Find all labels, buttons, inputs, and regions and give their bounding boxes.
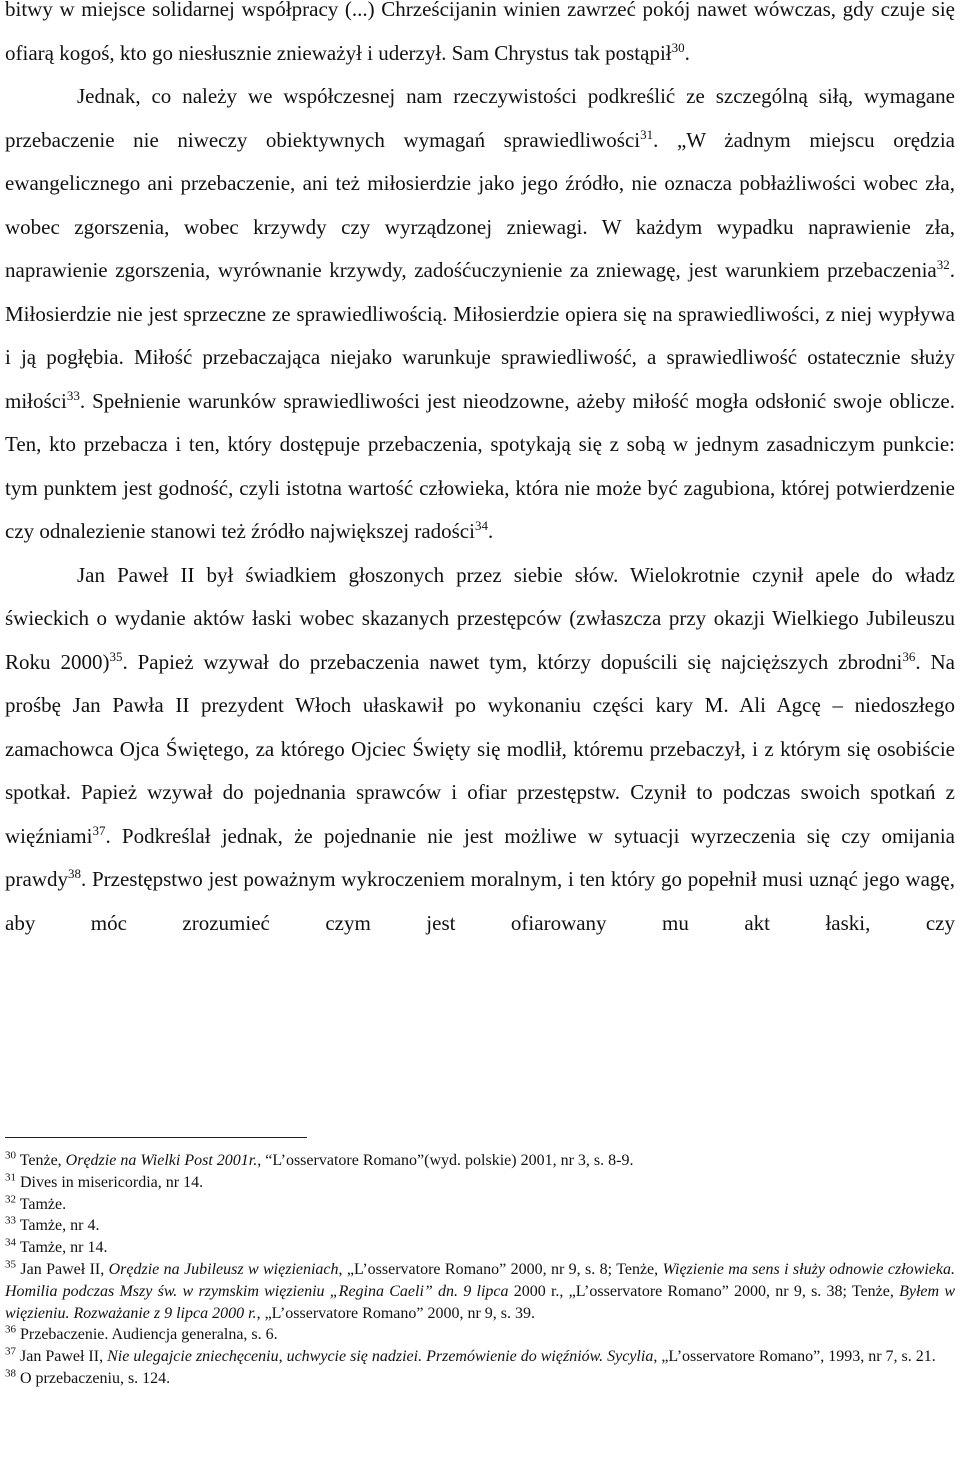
footnote-ref-30: 30 [671,39,685,55]
footnote-text: Tenże, [16,1152,66,1169]
footnote-number: 36 [5,1324,16,1337]
footnote-34 [5,1237,955,1259]
footnote-38 [5,1368,955,1390]
footnote-ref-38: 38 [67,866,81,881]
footnote-ref-37: 37 [92,822,106,838]
text-run: . Przestępstwo jest poważnym wykroczeniem moralnym, i ten który go popełnił musi uznąć jego wagę, aby móc zrozumieć czym jest ofiarowany mu akt łaski, czy [5,867,955,935]
text-run: . Papież wzywał do przebaczenia nawet tym, którzy dopuścili się najcięższych zbrodni [122,649,903,674]
footnote-ref-36: 36 [902,648,916,664]
footnote-title: Byłem w więzieniu. Rozważanie z 9 lipca 2000 r. [5,1282,955,1322]
text-run: . „W żadnym miejscu orędzia ewangelicznego ani przebaczenie, ani też miłosierdzie jako jego źródło, nie oznacza pobłażliwości wobec zła, wobec zgorszenia, wobec krzywdy czy wyrządzonej zniewagi. W każdym wypadku naprawienie zła, naprawienie zgorszenia, wyrównanie krzywdy, zadośćuczynienie za zniewagę, jest warunkiem przebaczenia [5,127,955,282]
footnote-text: 2000 r., „L’osservatore Romano” 2000, nr 9, s. 38; Tenże, [508,1282,900,1300]
footnote-35 [5,1259,955,1324]
footnote-30 [5,1150,955,1172]
footnote-title: Orędzie na Wielki Post 2001r. [65,1152,258,1169]
footnote-33 [5,1215,955,1237]
footnotes [5,1150,955,1390]
footnote-ref-32: 32 [936,257,950,272]
footnote-number: 37 [5,1345,16,1358]
footnote-title: Orędzie na Jubileusz w więzieniach [108,1260,339,1278]
footnote-number: 38 [5,1367,16,1380]
footnote-text: Tamże. [16,1195,67,1213]
paragraph-1 [5,0,955,75]
text-run: . Podkreślał jednak, że pojednanie nie jest możliwe w sytuacji wyrzeczenia się czy omijania prawdy [5,823,955,891]
footnote-title: Więzienie ma sens i służy odnowie człowieka. Homilia podczas Mszy św. w rzymskim więzieniu „Regina Caeli” dn. 9 lipca [5,1260,955,1300]
footnote-title: Nie ulegajcie zniechęceniu, uchwycie się nadziei. Przemówienie do więźniów. Sycylia [107,1348,654,1366]
footnote-text: Jan Paweł II, [16,1260,109,1278]
footnote-number: 34 [5,1236,16,1249]
text-run: Jednak, co należy we współczesnej nam rzeczywistości podkreślić ze szczególną siłą, wymagane przebaczenie nie niweczy obiektywnych wymagań sprawiedliwości [5,84,955,152]
footnote-ref-34: 34 [474,518,488,533]
text-run: . Na prośbę Jan Pawła II prezydent Włoch ułaskawił po wykonaniu części kary M. Ali Agcę – niedoszłego zamachowca Ojca Świętego, za którego Ojciec Święty się modlił, któremu przebaczył, i z którym się osobiście spotkał. Papież wzywał do pojednania sprawców i ofiar przestępstw. Czynił to podczas swoich spotkań z więźniami [5,649,955,848]
footnote-36 [5,1324,955,1346]
footnote-separator [5,1137,307,1138]
text-run: . [684,40,690,65]
footnote-number: 33 [5,1215,16,1228]
footnote-text: O przebaczeniu, s. 124. [16,1369,171,1387]
text-run: . [487,519,494,543]
text-run: bitwy w miejsce solidarnej współpracy (...) Chrześcijanin winien zawrzeć pokój nawet wówczas, gdy czuje się ofiarą kogoś, kto go niesłusznie znieważył i uderzył. Sam Chrystus tak postąpił [5,0,955,65]
main-text [5,0,955,945]
footnote-text: Tamże, nr 14. [16,1239,108,1257]
footnote-ref-33: 33 [66,387,80,403]
footnote-text: , “L’osservatore Romano”(wyd. polskie) 2001, nr 3, s. 8-9. [257,1152,634,1169]
footnote-text: Tamże, nr 4. [16,1217,100,1235]
paragraph-2 [5,75,955,554]
footnote-ref-31: 31 [640,126,654,142]
footnote-text: , „L’osservatore Romano”, 1993, nr 7, s. 21. [653,1348,936,1366]
footnote-number: 32 [5,1193,16,1206]
footnote-37 [5,1346,955,1368]
paragraph-3 [5,554,955,946]
footnote-31 [5,1172,955,1194]
footnote-text: Przebaczenie. Audiencja generalna, s. 6. [16,1326,278,1344]
footnote-32 [5,1194,955,1216]
footnote-number: 30 [5,1149,16,1162]
footnote-number: 31 [5,1171,16,1184]
footnote-text: Jan Paweł II, [16,1348,108,1366]
footnote-text: , „L’osservatore Romano” 2000, nr 9, s. 39. [256,1304,536,1322]
text-run: . Miłosierdzie nie jest sprzeczne ze sprawiedliwością. Miłosierdzie opiera się na sprawiedliwości, z niej wypływa i ją pogłębia. Miłość przebaczająca niejako warunkuje sprawiedliwość, a sprawiedliwość ostatecznie służy miłości [5,258,955,413]
footnote-text: Dives in misericordia, nr 14. [16,1173,204,1191]
footnote-number: 35 [5,1258,16,1271]
text-run: . Spełnienie warunków sprawiedliwości jest nieodzowne, ażeby miłość mogła odsłonić swoje oblicze. Ten, kto przebacza i ten, który dostępuje przebaczenia, spotykają się z sobą w jednym zasadniczym punkcie: tym punktem jest godność, czyli istotna wartość człowieka, która nie może być zagubiona, której potwierdzenie czy odnalezienie stanowi też źródło największej radości [5,388,955,543]
footnote-ref-35: 35 [109,648,123,664]
text-run: Jan Paweł II był świadkiem głoszonych przez siebie słów. Wielokrotnie czynił apele do władz świeckich o wydanie aktów łaski wobec skazanych przestępców (zwłaszcza przy okazji Wielkiego Jubileuszu Roku 2000) [5,562,955,674]
footnote-text: , „L’osservatore Romano” 2000, nr 9, s. 8; Tenże, [338,1260,663,1278]
